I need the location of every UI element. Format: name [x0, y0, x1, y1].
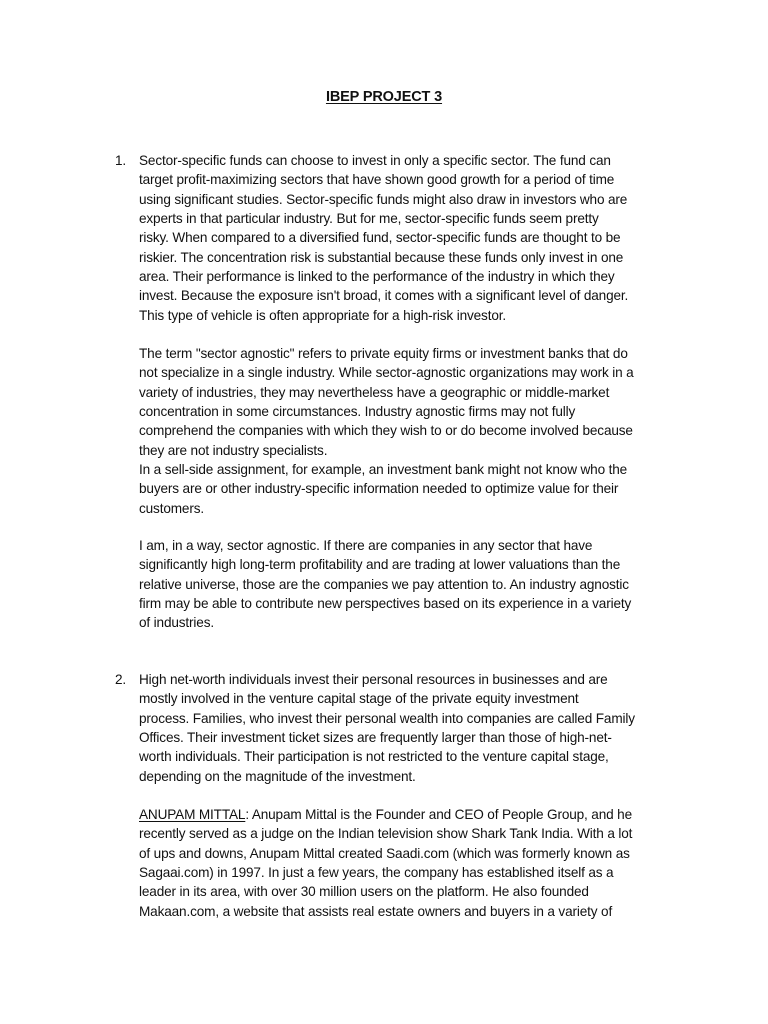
text-line: significantly high long-term profitability and are trading at lower valuations than the — [139, 557, 621, 573]
text-line: I am, in a way, sector agnostic. If there are companies in any sector that have — [139, 538, 593, 553]
text-line: process. Families, who invest their personal wealth into companies are called Family — [139, 710, 635, 726]
profile-intro: : Anupam Mittal is the Founder and CEO of People Group, and he — [245, 807, 632, 822]
text-line: risky. When compared to a diversified fund, sector-specific funds are thought to be — [139, 230, 621, 246]
text-line: This type of vehicle is often appropriate for a high-risk investor. — [139, 307, 506, 323]
text-line: depending on the magnitude of the investment. — [139, 768, 416, 784]
text-line: relative universe, those are the companies we pay attention to. An industry agnostic — [139, 576, 629, 592]
text-line: of ups and downs, Anupam Mittal created Saadi.com (which was formerly known as — [139, 845, 630, 861]
text-line: not specialize in a single industry. While sector-agnostic organizations may work in a — [139, 365, 634, 381]
paragraph — [139, 670, 679, 786]
text-line: buyers are or other industry-specific information needed to optimize value for their — [139, 481, 619, 497]
text-line: Makaan.com, a website that assists real estate owners and buyers in a variety of — [139, 903, 613, 919]
text-line: they are not industry specialists. — [139, 442, 328, 458]
list-number: 2. — [115, 672, 127, 687]
profile-paragraph — [139, 805, 679, 921]
text-line: mostly involved in the venture capital stage of the private equity investment — [139, 691, 579, 707]
text-line: Offices. Their investment ticket sizes are frequently larger than those of high-net- — [139, 730, 612, 746]
text-line: of industries. — [139, 615, 214, 631]
text-line: using significant studies. Sector-specific funds might also draw in investors who are — [139, 191, 628, 207]
text-line — [139, 805, 679, 824]
text-line: Sector-specific funds can choose to invest in only a specific sector. The fund can — [139, 153, 611, 168]
text-line: area. Their performance is linked to the performance of the industry in which they — [139, 269, 615, 285]
paragraph — [139, 344, 679, 518]
text-line: concentration in some circumstances. Industry agnostic firms may not fully — [139, 404, 576, 420]
text-line: leader in its area, with over 30 million users on the platform. He also founded — [139, 884, 589, 900]
paragraph — [139, 536, 679, 633]
text-line: invest. Because the exposure isn't broad, it comes with a significant level of danger. — [139, 288, 629, 304]
list-number: 1. — [115, 153, 127, 168]
text-line: Sagaai.com) in 1997. In just a few years, the company has established itself as a — [139, 865, 614, 881]
text-line: worth individuals. Their participation is not restricted to the venture capital stage, — [139, 749, 609, 765]
text-line: In a sell-side assignment, for example, an investment bank might not know who the — [139, 462, 628, 478]
text-line: firm may be able to contribute new perspectives based on its experience in a variety — [139, 596, 632, 612]
paragraph — [139, 151, 679, 325]
profile-name: ANUPAM MITTAL — [139, 807, 246, 822]
text-line: variety of industries, they may nevertheless have a geographic or middle-market — [139, 384, 610, 400]
text-line: customers. — [139, 500, 204, 516]
page-title: IBEP PROJECT 3 — [325, 89, 443, 105]
text-line: experts in that particular industry. But for me, sector-specific funds seem pretty — [139, 211, 599, 227]
text-line: target profit-maximizing sectors that have shown good growth for a period of time — [139, 172, 615, 188]
text-line: recently served as a judge on the Indian television show Shark Tank India. With a lot — [139, 826, 633, 842]
text-line: High net-worth individuals invest their personal resources in businesses and are — [139, 672, 608, 687]
text-line: The term "sector agnostic" refers to private equity firms or investment banks that do — [139, 346, 628, 361]
text-line: riskier. The concentration risk is substantial because these funds only invest in one — [139, 249, 624, 265]
text-line: comprehend the companies with which they wish to or do become involved because — [139, 423, 633, 439]
